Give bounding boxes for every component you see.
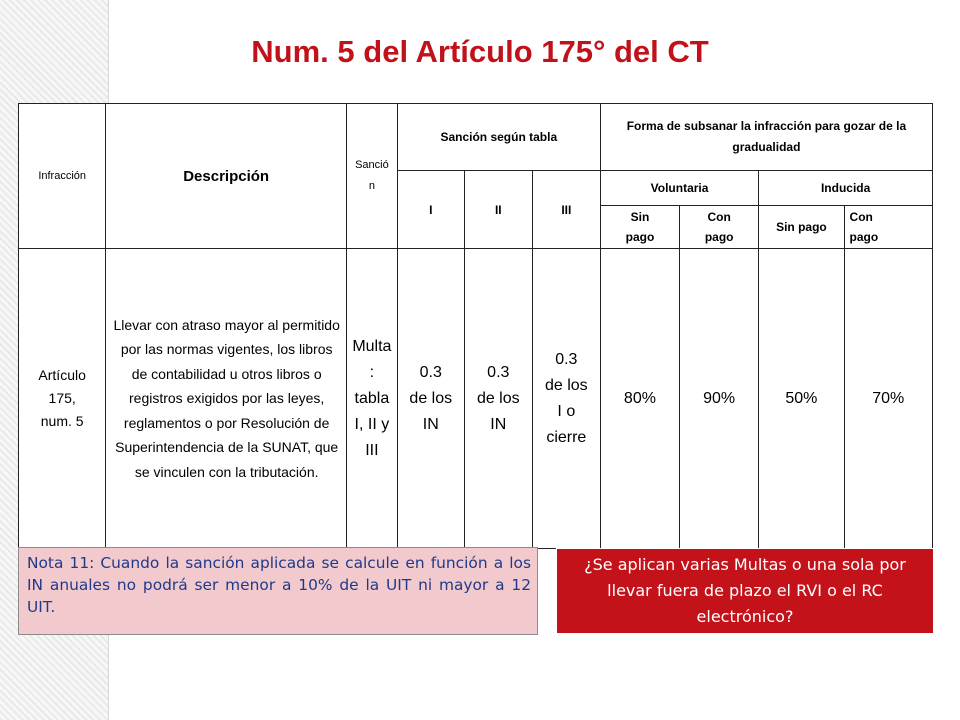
table-row [19, 249, 933, 549]
cell-tabla-ii: 0.3 de los IN [464, 249, 532, 549]
cell-sancion: Multa : tabla I, II y III [347, 249, 398, 549]
header-ind-sin-pago: Sin pago [759, 206, 844, 249]
header-sancion: Sanció n [347, 104, 398, 249]
cell-tabla-i: 0.3 de los IN [397, 249, 464, 549]
header-ind-con-pago: Con pago [844, 206, 932, 249]
header-voluntaria: Voluntaria [600, 171, 758, 206]
infraction-table [18, 103, 933, 549]
slide-title: Num. 5 del Artículo 175° del CT [251, 34, 709, 69]
header-inducida: Inducida [759, 171, 933, 206]
header-vol-sin-pago: Sin pago [600, 206, 679, 249]
question-box: ¿Se aplican varias Multas o una sola por llevar fuera de plazo el RVI o el RC electrónico? [556, 548, 934, 634]
header-vol-con-pago: Con pago [680, 206, 759, 249]
cell-tabla-iii: 0.3 de los I o cierre [532, 249, 600, 549]
nota-11-box: Nota 11: Cuando la sanción aplicada se calcule en función a los IN anuales no podrá ser menor a 10% de la UIT ni mayor a 12 UIT. [18, 547, 538, 635]
header-sancion-segun-tabla: Sanción según tabla [397, 104, 600, 171]
header-row-1 [19, 104, 933, 171]
cell-ind-con-pago: 70% [844, 249, 932, 549]
cell-vol-sin-pago: 80% [600, 249, 679, 549]
header-infraccion: Infracción [19, 104, 106, 249]
header-descripcion: Descripción [106, 104, 347, 249]
cell-descripcion: Llevar con atraso mayor al permitido por las normas vigentes, los libros de contabilidad u otros libros o registros exigidos por las leyes, reglamentos o por Resolución de Superintendencia de la SUNAT, que se vinculen con la tributación. [106, 249, 347, 549]
header-tabla-ii: II [464, 171, 532, 249]
cell-vol-con-pago: 90% [680, 249, 759, 549]
header-forma-subsanar: Forma de subsanar la infracción para gozar de la gradualidad [600, 104, 932, 171]
header-tabla-i: I [397, 171, 464, 249]
cell-ind-sin-pago: 50% [759, 249, 844, 549]
header-tabla-iii: III [532, 171, 600, 249]
cell-infraccion: Artículo 175, num. 5 [19, 249, 106, 549]
